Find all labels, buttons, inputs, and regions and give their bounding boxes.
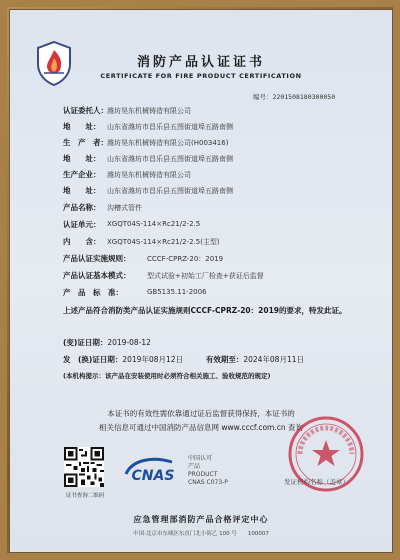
field-label-producer: 生 产 者： [63,138,108,147]
issuing-authority-address: 中国·北京市东城区东直门北小街乙 100 号 100007 [133,531,269,537]
certificate-title-english: CERTIFICATE FOR FIRE PRODUCT CERTIFICATION [100,72,302,80]
certificate-number-value: 2201508180300050 [272,93,336,101]
field-value-address-3: 山东省潍坊市昌乐县五图街道埠五路南侧 [107,187,233,195]
issue-date-label: 发 (换)证日期： [63,355,123,364]
field-value-applicant: 潍坊昊东机械铸造有限公司 [107,107,191,115]
conformity-statement: 上述产品符合消防类产品认证实施规则CCCF-CPRZ-20：2019的要求，特发此证。 [63,306,347,315]
cnas-mark: CNAS [131,468,175,484]
cnas-text-line-1: 中国认可 [188,455,213,462]
cnas-text-line-2: 产品 [188,463,201,470]
field-label-applicant: 认证委托人： [63,106,108,115]
field-value-unit: XGQT04S-114×Rc21/2-2.5 [107,220,201,228]
field-label-unit: 认证单元： [63,220,101,229]
cnas-logo-icon [122,456,184,484]
change-date-value: 2019-08-12 [107,338,151,347]
field-label-includes: 内 含： [63,237,101,246]
field-label-product-name: 产品名称： [63,203,101,212]
field-label-manufacturer: 生产企业： [63,170,101,179]
validity-note-line-2: 相关信息可通过中国消防产品信息网 www.cccf.com.cn 查询 [99,423,303,432]
field-label-address-1: 地 址： [63,122,101,131]
expiry-date-value: 2024年08月11日 [243,355,305,364]
field-value-address-2: 山东省潍坊市昌乐县五图街道埠五路南侧 [107,155,233,163]
cnas-text-line-4: CNAS C073-P [188,479,228,486]
certificate-number [253,92,335,101]
field-value-mode: 型式试验+初始工厂检查+获证后监督 [147,272,264,280]
issuing-authority: 应急管理部消防产品合格评定中心 [133,515,269,524]
certificate-number-label: 编号： [253,93,273,101]
field-value-address-1: 山东省潍坊市昌乐县五图街道埠五路南侧 [107,123,233,131]
certificate-paper [9,9,393,553]
field-value-product-name: 沟槽式管件 [107,204,142,212]
certificate-title: 消防产品认证证书 [136,55,265,70]
field-label-standard: 产 品 标 准： [63,288,123,297]
expiry-date-label: 有效期至： [205,355,244,364]
field-label-address-3: 地 址： [63,186,101,195]
field-label-mode: 产品认证基本模式： [63,271,131,280]
change-date-row [63,337,151,348]
cnas-accreditation-text [188,455,228,487]
field-value-rules: CCCF-CPRZ-20：2019 [147,255,224,263]
field-value-producer: 潍坊昊东机械铸造有限公司(H003416) [107,139,229,147]
field-label-address-2: 地 址： [63,154,101,163]
issue-date-value: 2019年08月12日 [122,355,184,364]
field-value-includes: XGQT04S-114×Rc21/2-2.5(主型) [107,238,220,246]
field-label-rules: 产品认证实施规则： [63,254,131,263]
issue-date-row [63,354,304,365]
installation-note: (本机构提示：该产品在安装使用时必须符合相关施工、验收规范的规定) [63,372,271,380]
field-value-standard: GB5135.11-2006 [147,288,207,296]
field-value-manufacturer: 潍坊昊东机械铸造有限公司 [107,171,191,179]
seal-caption: 发证机构名称（盖章） [284,478,349,486]
change-date-label: (变)证日期： [63,338,108,347]
qr-code-label: 证书查询二维码 [65,493,105,499]
validity-note-line-1: 本证书的有效性需依靠通过证后监督获得保持，本证书的 [107,409,295,418]
qr-code-icon [64,447,104,487]
cnas-text-line-3: PRODUCT [188,471,218,478]
